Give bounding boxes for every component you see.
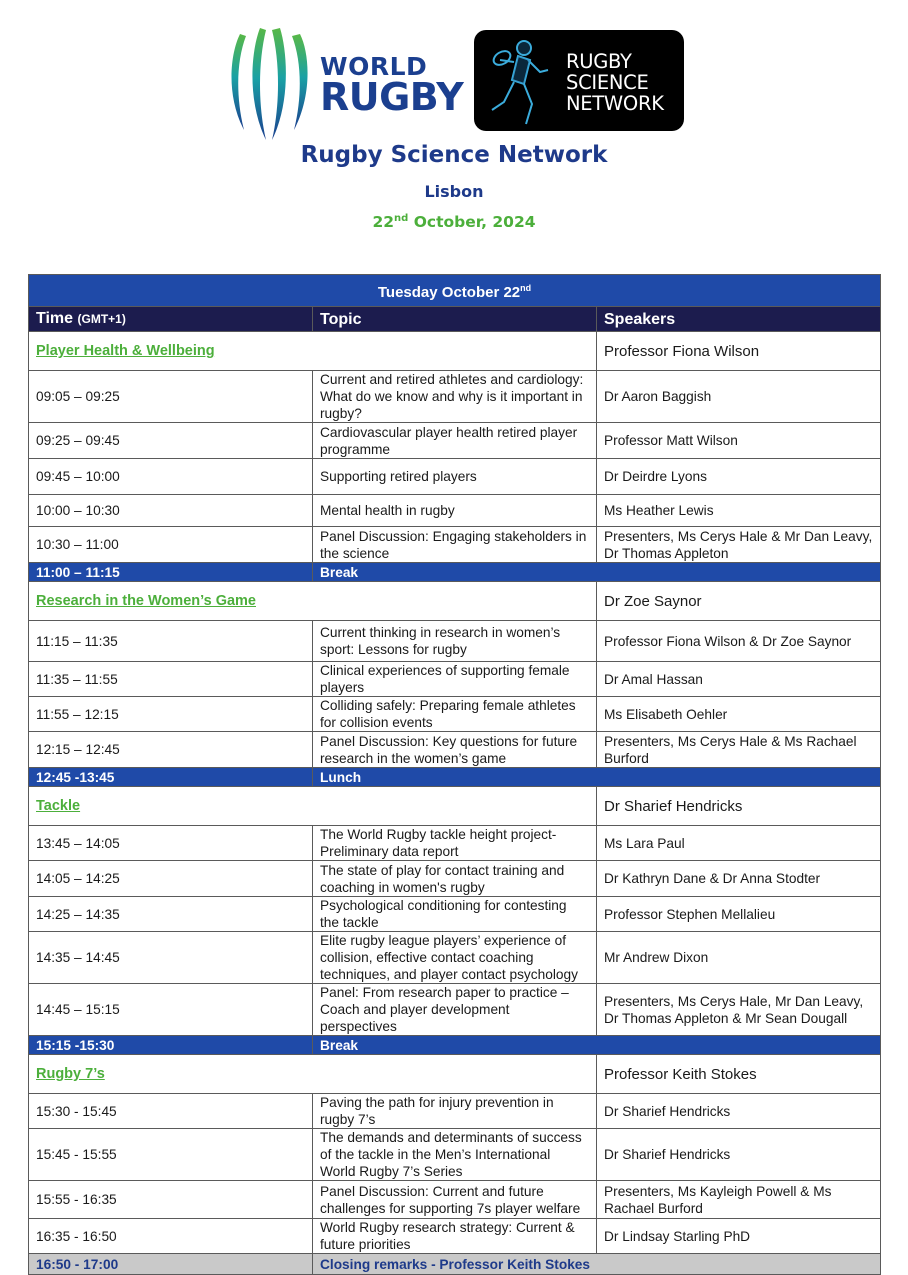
event-date [0,213,908,231]
section-title [29,582,597,621]
session-row [29,371,881,423]
session-time: 09:25 – 09:45 [29,423,313,459]
session-topic: Panel Discussion: Engaging stakeholders in the science [313,527,597,563]
section-title [29,787,597,826]
session-row [29,423,881,459]
session-time: 14:35 – 14:45 [29,932,313,984]
session-topic: Current and retired athletes and cardiology: What do we know and why is it important in rugby? [313,371,597,423]
session-topic: Panel: From research paper to practice – Coach and player development perspectives [313,984,597,1036]
section-row [29,332,881,371]
session-row [29,662,881,697]
session-time: 15:30 - 15:45 [29,1094,313,1129]
session-row [29,621,881,662]
session-time: 09:05 – 09:25 [29,371,313,423]
session-speakers: Professor Stephen Mellalieu [597,897,881,932]
break-label: Break [313,1036,881,1055]
rugby-science-network-logo [474,30,684,131]
schedule-body [29,275,881,1275]
session-speakers: Dr Kathryn Dane & Dr Anna Stodter [597,861,881,897]
session-time: 13:45 – 14:05 [29,826,313,861]
session-time: 14:45 – 15:15 [29,984,313,1036]
session-row [29,459,881,495]
session-row [29,897,881,932]
day-suffix: nd [520,283,532,293]
session-speakers: Presenters, Ms Cerys Hale & Mr Dan Leavy, Dr Thomas Appleton [597,527,881,563]
session-time: 12:15 – 12:45 [29,732,313,768]
rsn-word-science: SCIENCE [566,71,649,94]
world-rugby-word-rugby: RUGBY [320,75,464,119]
session-speakers: Professor Matt Wilson [597,423,881,459]
session-topic: Supporting retired players [313,459,597,495]
session-time: 11:15 – 11:35 [29,621,313,662]
section-title-text: Player Health & Wellbeing [36,343,215,359]
session-topic: The World Rugby tackle height project- Preliminary data report [313,826,597,861]
session-speakers: Presenters, Ms Cerys Hale & Ms Rachael Burford [597,732,881,768]
session-speakers: Professor Fiona Wilson & Dr Zoe Saynor [597,621,881,662]
session-topic: Current thinking in research in women’s sport: Lessons for rugby [313,621,597,662]
session-topic: Mental health in rugby [313,495,597,527]
rsn-word-network: NETWORK [566,92,664,115]
break-time: 12:45 -13:45 [29,768,313,787]
column-header-speakers: Speakers [597,307,881,332]
session-speakers: Dr Lindsay Starling PhD [597,1219,881,1254]
session-speakers: Dr Sharief Hendricks [597,1094,881,1129]
world-rugby-logo [216,26,466,142]
section-chair: Dr Zoe Saynor [597,582,881,621]
session-row [29,861,881,897]
session-topic: Clinical experiences of supporting female players [313,662,597,697]
session-topic: Cardiovascular player health retired player programme [313,423,597,459]
session-time: 14:25 – 14:35 [29,897,313,932]
session-topic: The demands and determinants of success of the tackle in the Men’s International World Rugby 7’s Series [313,1129,597,1181]
section-chair: Professor Keith Stokes [597,1055,881,1094]
session-topic: Panel Discussion: Current and future challenges for supporting 7s player welfare [313,1181,597,1219]
session-speakers: Presenters, Ms Kayleigh Powell & Ms Rachael Burford [597,1181,881,1219]
column-header-topic: Topic [313,307,597,332]
closing-label: Closing remarks - Professor Keith Stokes [313,1254,881,1275]
event-date-rest: October, 2024 [408,213,536,232]
session-speakers: Dr Aaron Baggish [597,371,881,423]
session-row [29,697,881,732]
session-row [29,984,881,1036]
section-title-text: Rugby 7’s [36,1066,105,1082]
session-row [29,527,881,563]
session-row [29,932,881,984]
session-time: 09:45 – 10:00 [29,459,313,495]
session-row [29,1094,881,1129]
section-row [29,1055,881,1094]
session-speakers: Dr Amal Hassan [597,662,881,697]
session-topic: Elite rugby league players’ experience of collision, effective contact coaching techniques, and player contact psychology [313,932,597,984]
session-time: 16:35 - 16:50 [29,1219,313,1254]
session-row [29,495,881,527]
session-topic: Paving the path for injury prevention in rugby 7’s [313,1094,597,1129]
break-time: 11:00 – 11:15 [29,563,313,582]
session-topic: The state of play for contact training and coaching in women's rugby [313,861,597,897]
break-label: Break [313,563,881,582]
session-speakers: Ms Elisabeth Oehler [597,697,881,732]
section-title-text: Research in the Women’s Game [36,593,256,609]
session-speakers: Ms Heather Lewis [597,495,881,527]
break-time: 15:15 -15:30 [29,1036,313,1055]
session-time: 11:35 – 11:55 [29,662,313,697]
session-speakers: Ms Lara Paul [597,826,881,861]
session-time: 11:55 – 12:15 [29,697,313,732]
day-header-row [29,275,881,307]
world-rugby-emblem-icon [216,26,316,142]
session-topic: World Rugby research strategy: Current & future priorities [313,1219,597,1254]
session-time: 15:45 - 15:55 [29,1129,313,1181]
break-label: Lunch [313,768,881,787]
day-header [29,275,881,307]
break-row [29,1036,881,1055]
column-time-timezone: (GMT+1) [77,312,126,326]
event-city: Lisbon [424,182,484,201]
section-row [29,582,881,621]
column-header-time [29,307,313,332]
rugby-player-icon [478,30,568,131]
rsn-word-rugby: RUGBY [566,50,632,73]
session-time: 15:55 - 16:35 [29,1181,313,1219]
section-chair: Professor Fiona Wilson [597,332,881,371]
event-date-suffix: nd [394,213,409,224]
world-rugby-word-world: WORLD [320,52,428,81]
schedule-table [28,274,881,1275]
closing-time: 16:50 - 17:00 [29,1254,313,1275]
section-title [29,332,597,371]
session-row [29,732,881,768]
session-row [29,826,881,861]
session-row [29,1129,881,1181]
section-chair: Dr Sharief Hendricks [597,787,881,826]
section-row [29,787,881,826]
session-speakers: Dr Sharief Hendricks [597,1129,881,1181]
session-speakers: Presenters, Ms Cerys Hale, Mr Dan Leavy, Dr Thomas Appleton & Mr Sean Dougall [597,984,881,1036]
session-time: 10:30 – 11:00 [29,527,313,563]
event-date-day: 22 [372,213,395,232]
session-time: 14:05 – 14:25 [29,861,313,897]
session-topic: Panel Discussion: Key questions for future research in the women’s game [313,732,597,768]
session-speakers: Mr Andrew Dixon [597,932,881,984]
page-title: Rugby Science Network [300,142,608,168]
column-time-label: Time [36,310,74,327]
session-time: 10:00 – 10:30 [29,495,313,527]
break-row [29,563,881,582]
session-topic: Colliding safely: Preparing female athletes for collision events [313,697,597,732]
closing-row [29,1254,881,1275]
day-label: Tuesday October 22 [377,284,521,301]
section-title [29,1055,597,1094]
session-row [29,1219,881,1254]
break-row [29,768,881,787]
section-title-text: Tackle [36,798,81,814]
session-topic: Psychological conditioning for contesting the tackle [313,897,597,932]
session-speakers: Dr Deirdre Lyons [597,459,881,495]
column-header-row [29,307,881,332]
